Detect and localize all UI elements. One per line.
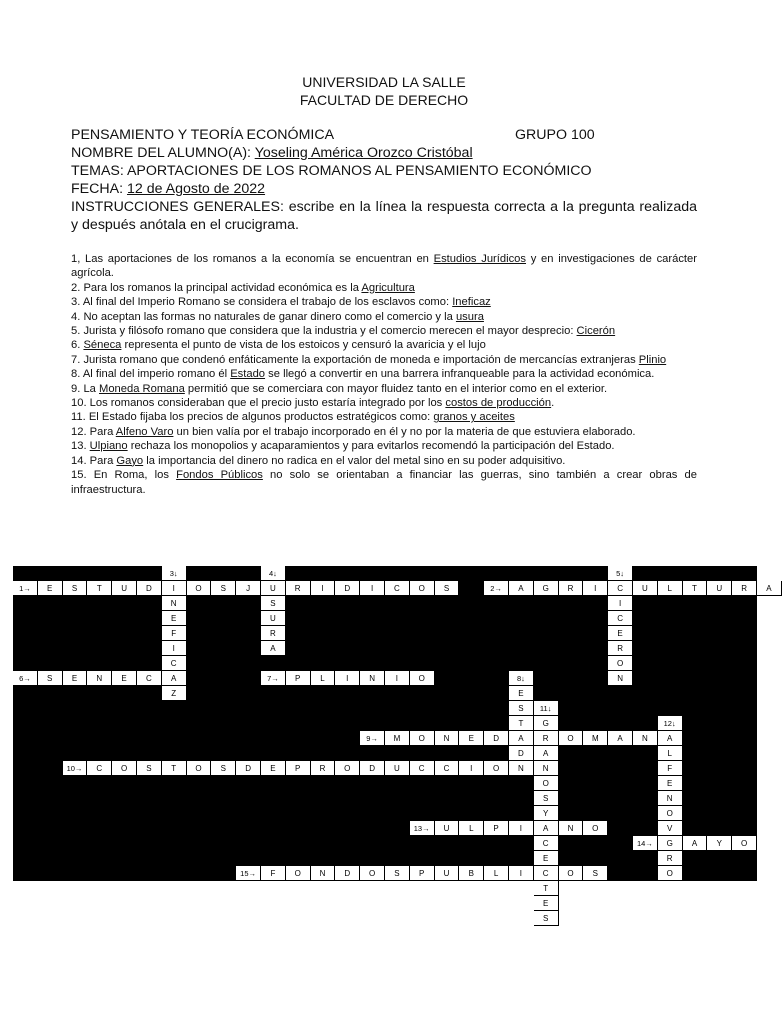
crossword-cell: Y [534,806,559,821]
crossword-cell: A [534,746,559,761]
date-line [71,180,701,198]
crossword-cell: A [162,671,187,686]
crossword-clue-number: 9→ [360,731,385,746]
crossword-cell: C [162,656,187,671]
crossword-cell: O [112,761,137,776]
crossword-cell: U [707,581,732,596]
question-answer: Estudios Jurídicos [433,253,527,265]
question-text: 15. En Roma, los [71,469,177,482]
crossword-clue-number: 14→ [633,836,658,851]
crossword-cell: M [385,731,410,746]
crossword-clue-number: 13→ [410,821,435,836]
crossword-cell: O [484,761,509,776]
crossword-cell: S [583,866,608,881]
crossword-cell: I [608,596,633,611]
crossword-cell: I [162,641,187,656]
crossword-cell: E [261,761,286,776]
question-text: 3. Al final del Imperio Romano se considera el trabajo de los esclavos como: [71,296,453,309]
crossword-cell: U [435,821,460,836]
crossword-cell: O [410,671,435,686]
crossword-cell: A [509,731,534,746]
crossword-cell: D [236,761,261,776]
topics-line: TEMAS: APORTACIONES DE LOS ROMANOS AL PENSAMIENTO ECONÓMICO [71,163,592,179]
crossword-cell: N [608,671,633,686]
crossword-cell: I [335,671,360,686]
crossword-cell: U [435,866,460,881]
crossword-cell: C [87,761,112,776]
crossword-clue-number: 1→ [13,581,38,596]
question-answer: granos y aceites [433,411,515,424]
crossword-cell: E [608,626,633,641]
crossword-cell: S [534,791,559,806]
question-item [71,410,697,424]
question-item [71,468,697,497]
question-text-end: y en investigaciones de carácter agrícola. [71,253,697,280]
question-text: 1, Las aportaciones de los romanos a la economía se encuentran en [71,253,434,265]
crossword-cell: I [509,866,534,881]
crossword-cell: A [757,581,782,596]
crossword-cell: E [459,731,484,746]
question-item [71,338,697,352]
crossword-cell: N [162,596,187,611]
crossword-cell: R [261,626,286,641]
crossword-clue-number: 4↓ [261,566,286,581]
crossword-cell: L [311,671,336,686]
question-answer: Estado [230,368,266,381]
crossword-cell: I [385,671,410,686]
crossword-cell: S [38,671,63,686]
question-answer: Fondos Públicos [176,469,263,482]
crossword-cell: F [162,626,187,641]
crossword-cell: U [112,581,137,596]
crossword-cell: P [410,866,435,881]
crossword-cell: A [509,581,534,596]
crossword-cell: I [311,581,336,596]
crossword-cell: I [583,581,608,596]
crossword-cell: E [534,851,559,866]
crossword-cell: C [410,761,435,776]
course-line [71,126,701,144]
crossword-cell: P [484,821,509,836]
crossword-cell: D [335,581,360,596]
question-item [71,353,697,367]
crossword-cell: S [211,761,236,776]
crossword-cell: Z [162,686,187,701]
question-text: 9. La [71,382,99,395]
crossword-cell: O [658,806,683,821]
crossword-cell: N [534,761,559,776]
question-text-end: se llegó a convertir en una barrera infranqueable para la actividad económica. [265,368,655,381]
crossword-cell: S [211,581,236,596]
crossword-cell: C [137,671,162,686]
question-item [71,324,697,338]
crossword-cell: L [658,746,683,761]
course-name: PENSAMIENTO Y TEORÍA ECONÓMICA [71,127,335,143]
crossword-cell: J [236,581,261,596]
question-item [71,310,697,324]
crossword-cell: E [658,776,683,791]
crossword-cell: I [360,581,385,596]
question-text-end: . [551,397,555,410]
question-text-end: no solo se orientaban a financiar las guerras, sino también a crear obras de infraestructura. [71,469,697,496]
question-item [71,252,697,281]
question-text: 14. Para [71,454,117,467]
question-answer: Agricultura [361,281,415,294]
question-answer: Ineficaz [452,296,491,309]
crossword-cell: U [261,581,286,596]
crossword-cell: P [286,671,311,686]
question-item [71,367,697,381]
crossword-cell: R [534,731,559,746]
student-name: Yoseling América Orozco Cristóbal [254,145,473,161]
question-answer: Plinio [638,353,667,366]
crossword-cell: B [459,866,484,881]
crossword-cell: R [286,581,311,596]
crossword-cell: O [658,866,683,881]
crossword-cell: C [608,611,633,626]
university-title: UNIVERSIDAD LA SALLE [302,74,466,90]
question-item [71,281,697,295]
crossword-cell: T [534,881,559,896]
crossword-cell: S [261,596,286,611]
question-text: 13. [71,440,90,453]
crossword-cell: T [683,581,708,596]
crossword-grid [13,566,772,923]
crossword-cell: I [162,581,187,596]
crossword-cell: A [608,731,633,746]
crossword-cell: A [658,731,683,746]
question-item [71,295,697,309]
question-text-end: la importancia del dinero no radica en el valor del metal sino en su poder adquisitivo. [143,454,566,467]
crossword-cell: T [162,761,187,776]
crossword-cell: E [63,671,88,686]
crossword-cell: L [459,821,484,836]
question-item [71,382,697,396]
crossword-cell: N [87,671,112,686]
crossword-cell: O [335,761,360,776]
student-line [71,144,701,162]
question-text-end: un bien valía por el trabajo incorporado en él y no por la materia de que estuviera elaborado. [173,425,636,438]
crossword-cell: U [261,611,286,626]
crossword-cell: U [385,761,410,776]
date-value: 12 de Agosto de 2022 [126,181,266,197]
question-text-end: rechaza los monopolios y acaparamientos y para evitarlos recomendó la participación del Estado. [127,440,615,453]
crossword-cell: C [534,866,559,881]
question-answer: Moneda Romana [99,382,185,395]
question-answer: Séneca [83,339,122,352]
crossword-cell: C [385,581,410,596]
crossword-cell: S [509,701,534,716]
crossword-cell: A [261,641,286,656]
crossword-cell: N [311,866,336,881]
question-item [71,396,697,410]
student-label: NOMBRE DEL ALUMNO(A): [71,145,251,161]
crossword-cell: O [187,581,212,596]
question-text: 11. El Estado fijaba los precios de algunos productos estratégicos como: [71,411,434,424]
crossword-cell: G [534,581,559,596]
crossword-cell: O [410,731,435,746]
crossword-cell: Y [707,836,732,851]
question-list [71,252,697,497]
question-text: 4. No aceptan las formas no naturales de ganar dinero como el comercio y la [71,310,456,323]
crossword-cell: S [137,761,162,776]
question-text: 7. Jurista romano que condenó enfáticamente la exportación de moneda e importación de mercancías extranjeras [71,353,639,366]
question-item [71,439,697,453]
crossword-cell: N [633,731,658,746]
crossword-cell: S [385,866,410,881]
crossword-cell: C [435,761,460,776]
faculty-title: FACULTAD DE DERECHO [299,92,469,108]
crossword-cell: N [559,821,584,836]
crossword-cell: I [509,821,534,836]
crossword-cell: O [534,776,559,791]
crossword-cell: D [335,866,360,881]
crossword-clue-number: 3↓ [162,566,187,581]
crossword-cell: O [583,821,608,836]
crossword-cell: R [732,581,757,596]
crossword-clue-number: 8↓ [509,671,534,686]
crossword-cell: N [435,731,460,746]
crossword-cell: C [534,836,559,851]
question-answer: Cicerón [576,325,616,338]
crossword-cell: G [534,716,559,731]
question-text: 5. Jurista y filósofo romano que considera que la industria y el comercio merecen el mayor desprecio: [71,325,577,338]
crossword-cell: O [187,761,212,776]
instructions: INSTRUCCIONES GENERALES: escribe en la línea la respuesta correcta a la pregunta realizada y después anótala en el crucigrama. [71,199,697,233]
crossword-clue-number: 10→ [63,761,88,776]
crossword-cell: U [633,581,658,596]
crossword-cell: E [509,686,534,701]
crossword-cell: F [658,761,683,776]
question-answer: usura [455,310,484,323]
date-label: FECHA: [71,181,124,197]
crossword-cell: L [484,866,509,881]
crossword-cell: L [658,581,683,596]
question-item [71,425,697,439]
crossword-clue-number: 6→ [13,671,38,686]
crossword-cell: M [583,731,608,746]
crossword-cell: O [559,866,584,881]
question-text: 2. Para los romanos la principal actividad económica es la [71,281,362,294]
crossword-cell: R [559,581,584,596]
crossword-clue-number: 5↓ [608,566,633,581]
crossword-cell: E [162,611,187,626]
group-label: GRUPO 100 [515,127,595,143]
crossword-clue-number: 11↓ [534,701,559,716]
crossword-cell: O [410,581,435,596]
crossword-cell: P [286,761,311,776]
crossword-cell: A [683,836,708,851]
crossword-cell: N [360,671,385,686]
crossword-cell: G [658,836,683,851]
crossword-cell: F [261,866,286,881]
crossword-clue-number: 2→ [484,581,509,596]
crossword-cell: R [658,851,683,866]
question-text-end: representa el punto de vista de los estoicos y censuró la avaricia y el lujo [121,339,486,352]
crossword-cell: S [435,581,460,596]
question-text-end: permitió que se comerciara con mayor fluidez tanto en el interior como en el exterior. [184,382,608,395]
crossword-clue-number: 15→ [236,866,261,881]
crossword-cell: D [484,731,509,746]
crossword-cell: N [658,791,683,806]
crossword-cell: T [87,581,112,596]
crossword-clue-number: 7→ [261,671,286,686]
crossword-cell: R [608,641,633,656]
crossword-cell: E [534,896,559,911]
question-answer: Alfeno Varo [115,425,174,438]
crossword-cell: V [658,821,683,836]
question-text: 6. [71,339,84,352]
crossword-cell: O [286,866,311,881]
crossword-cell: E [112,671,137,686]
crossword-cell: D [137,581,162,596]
crossword-cell: S [63,581,88,596]
question-answer: costos de producción [445,397,552,410]
question-text: 10. Los romanos consideraban que el precio justo estaría integrado por los [71,397,446,410]
crossword-cell: D [360,761,385,776]
crossword-cell: O [608,656,633,671]
crossword-cell: C [608,581,633,596]
crossword-cell: N [509,761,534,776]
crossword-cell: O [732,836,757,851]
crossword-cell: R [311,761,336,776]
question-answer: Ulpiano [89,440,128,453]
question-answer: Gayo [116,454,144,467]
question-text: 12. Para [71,425,116,438]
crossword-cell: D [509,746,534,761]
question-item [71,454,697,468]
crossword-cell: O [360,866,385,881]
crossword-cell: S [534,911,559,926]
crossword-cell: T [509,716,534,731]
crossword-cell: E [38,581,63,596]
crossword-clue-number: 12↓ [658,716,683,731]
crossword-cell: O [559,731,584,746]
question-text: 8. Al final del imperio romano él [71,368,231,381]
crossword-cell: I [459,761,484,776]
crossword-cell: A [534,821,559,836]
